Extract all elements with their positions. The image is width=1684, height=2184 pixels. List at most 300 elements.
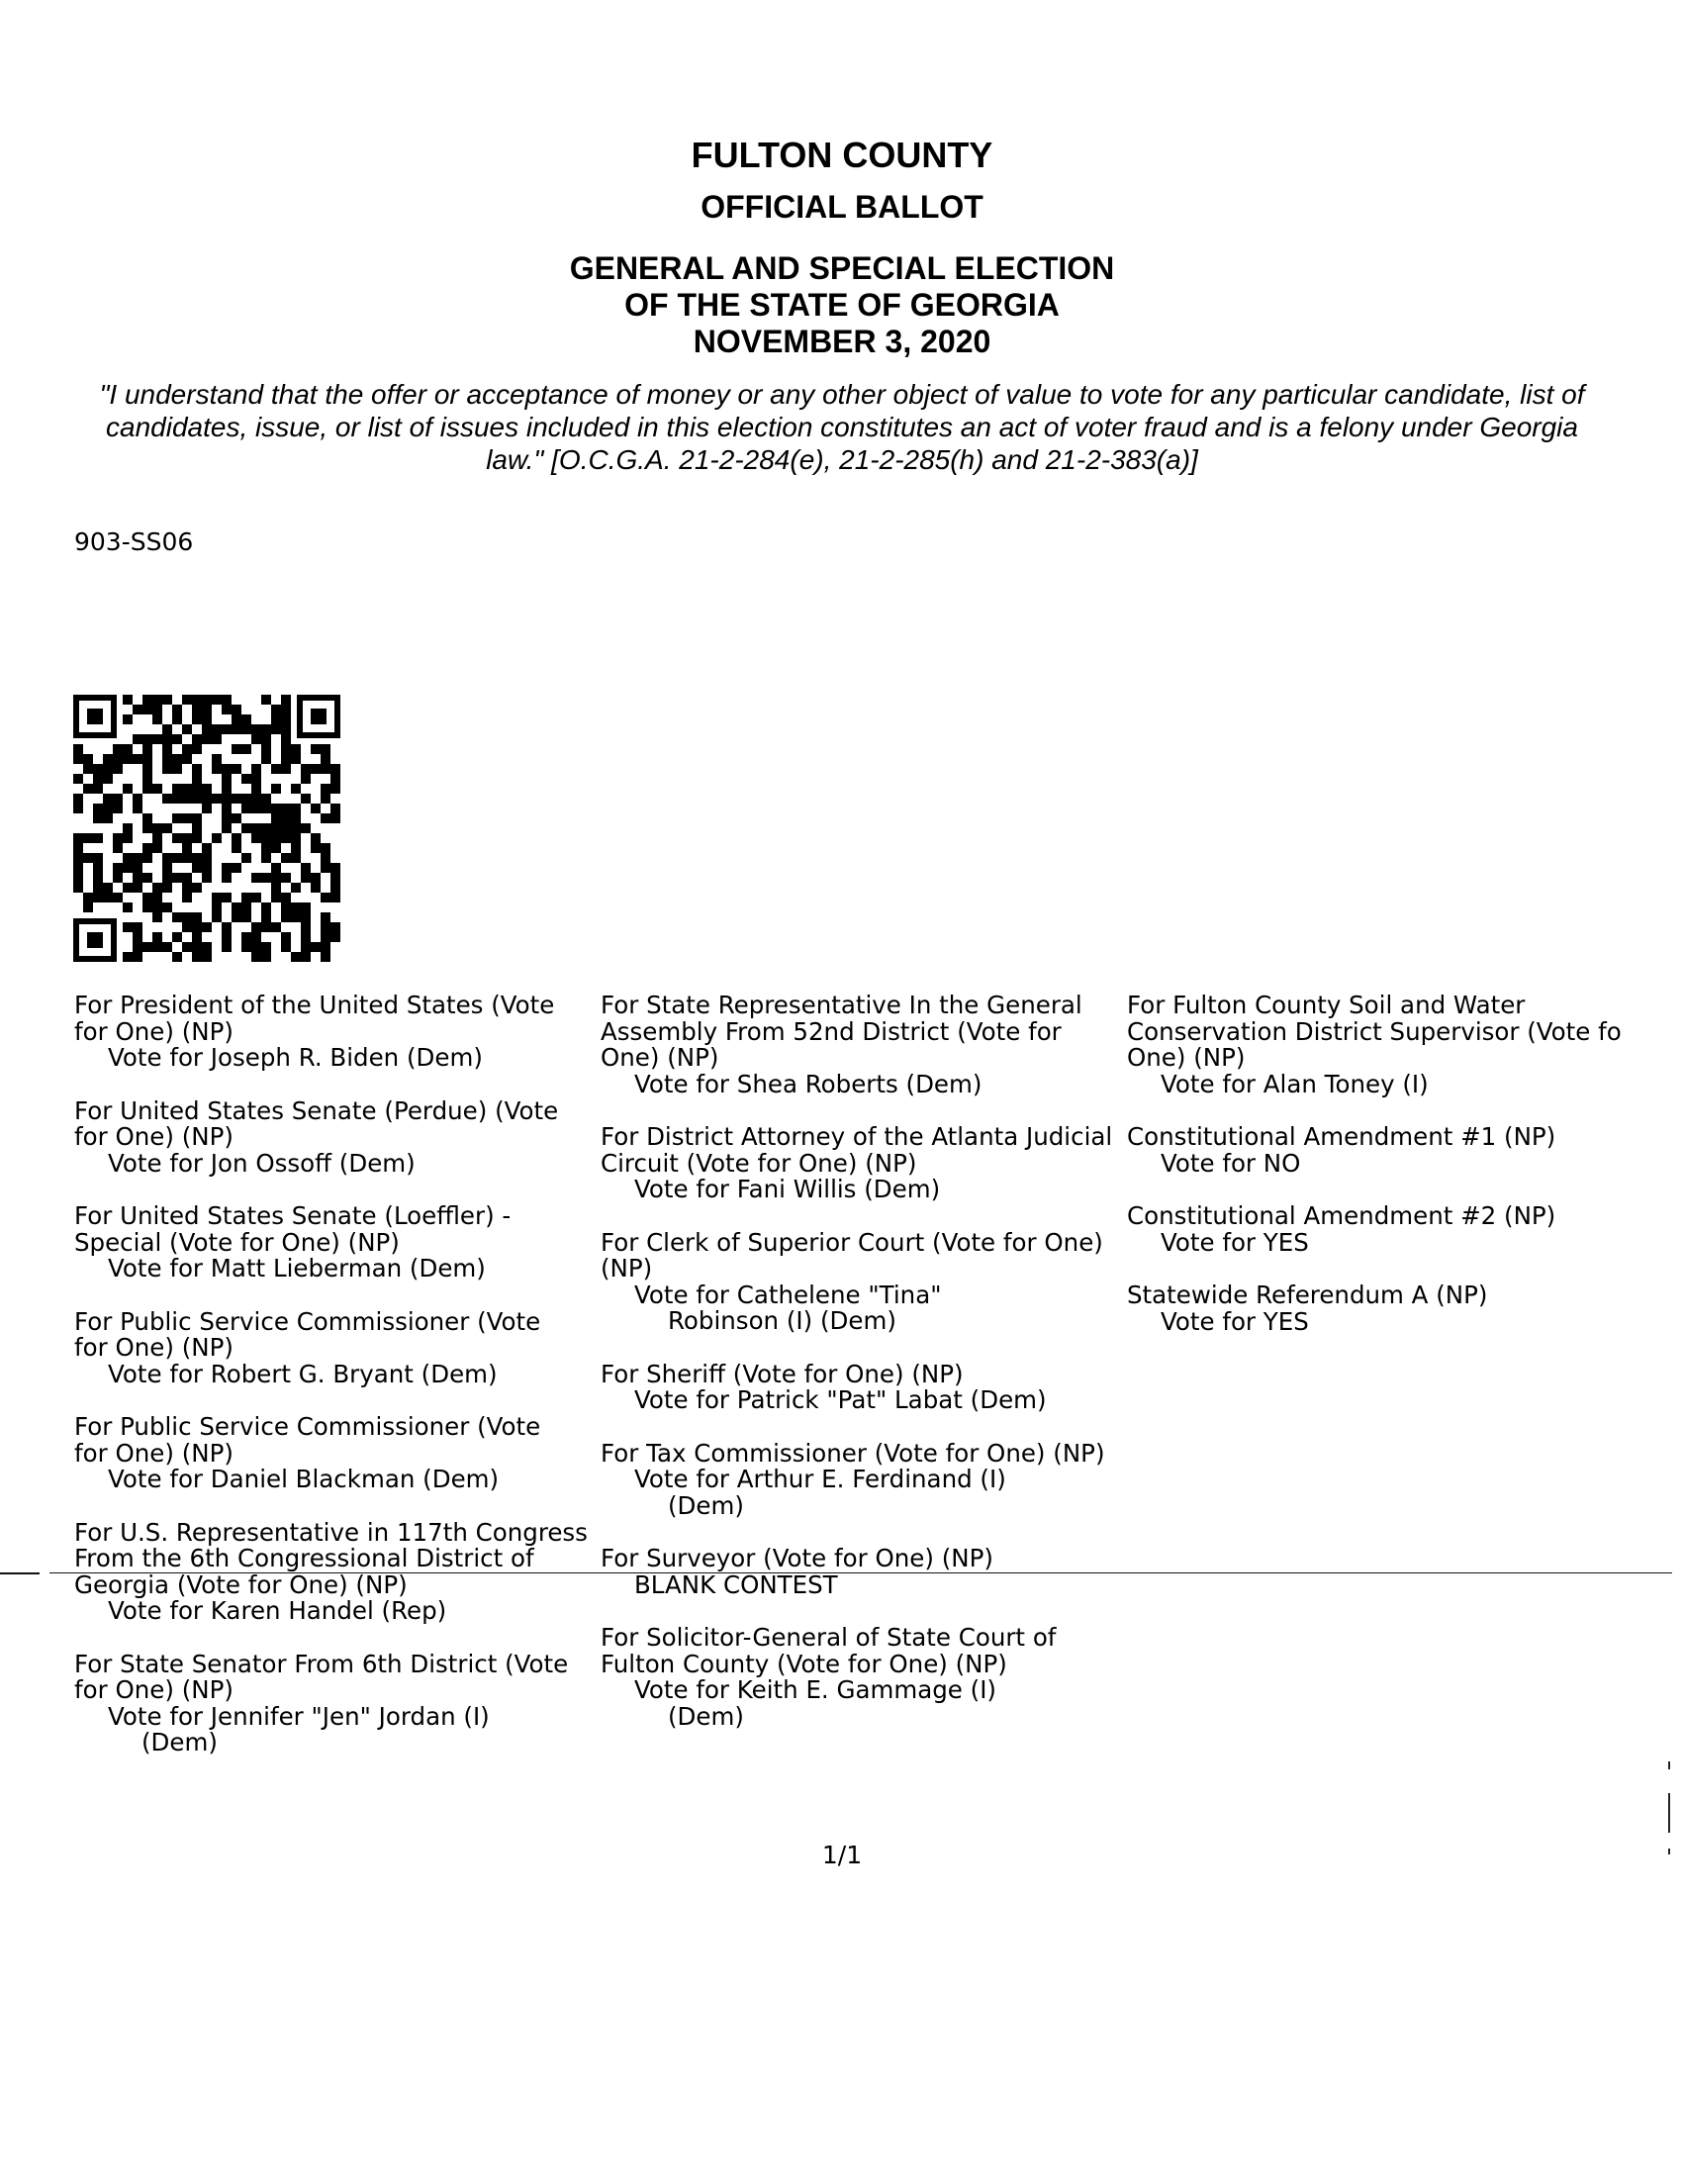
qr-module (232, 714, 241, 724)
qr-module (330, 873, 340, 883)
qr-module (321, 794, 330, 804)
qr-module (83, 853, 93, 863)
qr-module (291, 813, 301, 823)
qr-module (152, 902, 162, 912)
contest-selection: Vote for Keith E. Gammage (I) (634, 1675, 996, 1704)
qr-module (133, 705, 142, 714)
qr-module (152, 784, 162, 794)
qr-module (261, 744, 271, 754)
contest-race-title: For U.S. Representative in 117th Congress From the 6th Congressional District of Georgia (Vote for One) (NP) (74, 1517, 588, 1599)
contest-race-title: For Sheriff (Vote for One) (NP) (601, 1359, 964, 1388)
qr-module (162, 883, 172, 893)
qr-module (301, 942, 311, 952)
qr-module (281, 813, 291, 823)
qr-module (222, 932, 232, 942)
qr-module (251, 823, 261, 833)
qr-module (281, 714, 291, 724)
qr-module (93, 804, 103, 813)
contest-selection: Vote for Arthur E. Ferdinand (I) (634, 1465, 1006, 1493)
contest-column-3 (1127, 993, 1622, 1362)
qr-module (123, 784, 133, 794)
qr-module (330, 764, 340, 774)
qr-module (93, 833, 103, 843)
qr-module (83, 833, 93, 843)
qr-module (212, 734, 222, 744)
qr-module (202, 843, 212, 853)
qr-module (321, 843, 330, 853)
qr-module (142, 853, 152, 863)
qr-module (271, 764, 281, 774)
qr-module (212, 912, 222, 922)
qr-module (291, 833, 301, 843)
qr-module (83, 754, 93, 764)
qr-module (202, 714, 212, 724)
qr-module (103, 764, 113, 774)
qr-module (93, 813, 103, 823)
contest-selection: Vote for Alan Toney (I) (1161, 1069, 1429, 1098)
contest-race-title: For United States Senate (Loeffler) - Special (Vote for One) (NP) (74, 1201, 512, 1257)
qr-module (291, 823, 301, 833)
qr-module (271, 893, 281, 902)
qr-module (241, 774, 251, 784)
qr-module (202, 784, 212, 794)
qr-module (113, 744, 123, 754)
qr-module (281, 744, 291, 754)
qr-module (232, 863, 241, 873)
qr-module (103, 774, 113, 784)
qr-module (133, 932, 142, 942)
qr-module (202, 804, 212, 813)
contest-selection-continued: (Dem) (668, 1490, 744, 1520)
qr-module (103, 813, 113, 823)
contest-selection: Vote for Cathelene "Tina" (634, 1280, 942, 1309)
qr-module (241, 853, 251, 863)
qr-module (113, 893, 123, 902)
qr-module (142, 754, 152, 764)
qr-module (182, 833, 192, 843)
qr-module (232, 813, 241, 823)
qr-module (222, 922, 232, 932)
qr-module (330, 932, 340, 942)
qr-module (261, 734, 271, 744)
qr-module (152, 705, 162, 714)
qr-module (162, 754, 172, 764)
qr-module (261, 922, 271, 932)
qr-module (311, 804, 321, 813)
qr-module (251, 804, 261, 813)
qr-module (172, 784, 182, 794)
qr-module (152, 893, 162, 902)
qr-module (281, 912, 291, 922)
qr-module (281, 734, 291, 744)
qr-module (202, 724, 212, 734)
qr-module (192, 833, 202, 843)
qr-module (103, 893, 113, 902)
qr-module (113, 843, 123, 853)
qr-module (192, 695, 202, 705)
qr-module (113, 873, 123, 883)
qr-module (133, 804, 142, 813)
qr-module (172, 794, 182, 804)
contest-race-title: For United States Senate (Perdue) (Vote for One) (NP) (74, 1095, 559, 1151)
qr-module (281, 804, 291, 813)
qr-module (162, 744, 172, 754)
contest-item (601, 1227, 1112, 1335)
qr-module (172, 952, 182, 962)
contest-item (74, 1649, 588, 1757)
qr-module (202, 853, 212, 863)
qr-module (311, 883, 321, 893)
qr-module (142, 902, 152, 912)
qr-module (152, 695, 162, 705)
qr-module (232, 724, 241, 734)
qr-module (222, 942, 232, 952)
qr-module (311, 843, 321, 853)
qr-module (271, 813, 281, 823)
qr-module (271, 873, 281, 883)
qr-module (212, 724, 222, 734)
qr-module (192, 764, 202, 774)
qr-module (271, 843, 281, 853)
qr-module (162, 853, 172, 863)
qr-module (93, 863, 103, 873)
contest-item (74, 1203, 588, 1282)
qr-module (241, 714, 251, 724)
qr-module (73, 873, 83, 883)
qr-module (281, 833, 291, 843)
qr-module (291, 804, 301, 813)
contest-selection: Vote for Matt Lieberman (Dem) (108, 1254, 486, 1282)
ballot-title: OFFICIAL BALLOT (701, 189, 983, 225)
qr-module (301, 932, 311, 942)
contest-selection-continued: (Dem) (668, 1701, 744, 1731)
qr-module (271, 705, 281, 714)
qr-module (281, 893, 291, 902)
qr-module (83, 902, 93, 912)
qr-module (261, 942, 271, 952)
qr-module (321, 922, 330, 932)
qr-module (113, 794, 123, 804)
qr-module (232, 794, 241, 804)
qr-module (241, 823, 251, 833)
qr-module (232, 833, 241, 843)
qr-module (202, 873, 212, 883)
qr-module (133, 734, 142, 744)
qr-module (330, 883, 340, 893)
qr-module (142, 893, 152, 902)
qr-module (251, 794, 261, 804)
qr-module (142, 873, 152, 883)
qr-module (311, 744, 321, 754)
contest-selection: Vote for Joseph R. Biden (Dem) (108, 1043, 483, 1072)
contest-race-title: For State Senator From 6th District (Vote for One) (NP) (74, 1649, 569, 1704)
qr-module (133, 922, 142, 932)
contest-item (601, 993, 1112, 1097)
qr-module (113, 833, 123, 843)
qr-module (301, 823, 311, 833)
qr-module (281, 823, 291, 833)
qr-module (222, 794, 232, 804)
qr-module (232, 764, 241, 774)
contest-race-title: For State Representative In the General Assembly From 52nd District (Vote for One) (NP) (601, 991, 1082, 1072)
qr-module (281, 724, 291, 734)
qr-module (321, 942, 330, 952)
contest-race-title: For Solicitor-General of State Court of Fulton County (Vote for One) (NP) (601, 1623, 1057, 1678)
qr-module (271, 863, 281, 873)
qr-module (251, 833, 261, 843)
qr-module (241, 724, 251, 734)
qr-module (281, 764, 291, 774)
qr-module (311, 764, 321, 774)
qr-module (271, 784, 281, 794)
qr-module (222, 695, 232, 705)
county-title: FULTON COUNTY (691, 135, 993, 175)
qr-module (133, 952, 142, 962)
contest-race-title: For Fulton County Soil and Water Conservation District Supervisor (Vote fo One) (NP) (1127, 991, 1622, 1072)
qr-module (162, 942, 172, 952)
qr-module (212, 833, 222, 843)
qr-module (133, 883, 142, 893)
qr-module (261, 833, 271, 843)
qr-module (83, 764, 93, 774)
contest-selection: Vote for YES (1161, 1227, 1309, 1257)
qr-module (123, 833, 133, 843)
qr-module (192, 932, 202, 942)
qr-module (172, 853, 182, 863)
qr-module (182, 784, 192, 794)
qr-module (113, 764, 123, 774)
qr-module (123, 695, 133, 705)
contest-selection: Vote for Robert G. Bryant (Dem) (108, 1359, 498, 1388)
qr-module (182, 744, 192, 754)
qr-module (222, 863, 232, 873)
contest-selection: Vote for Patrick "Pat" Labat (Dem) (634, 1385, 1047, 1414)
qr-module (261, 794, 271, 804)
qr-module (301, 952, 311, 962)
qr-module (261, 754, 271, 764)
qr-module (152, 714, 162, 724)
qr-module (123, 744, 133, 754)
edge-mark (1668, 1793, 1670, 1833)
qr-module (281, 695, 291, 705)
qr-module (73, 853, 83, 863)
qr-module (251, 942, 261, 952)
qr-module (192, 794, 202, 804)
contest-selection-continued: Robinson (I) (Dem) (668, 1306, 896, 1335)
contest-selection: BLANK CONTEST (634, 1569, 838, 1599)
qr-module (222, 705, 232, 714)
contest-selection: Vote for Fani Willis (Dem) (634, 1175, 941, 1203)
qr-module (222, 804, 232, 813)
qr-module (93, 853, 103, 863)
qr-module (192, 784, 202, 794)
contest-race-title: For District Attorney of the Atlanta Judicial Circuit (Vote for One) (NP) (601, 1122, 1113, 1178)
qr-module (182, 922, 192, 932)
qr-module (192, 705, 202, 714)
qr-module (142, 843, 152, 853)
qr-module (93, 873, 103, 883)
qr-module (291, 744, 301, 754)
qr-module (142, 784, 152, 794)
qr-module (182, 883, 192, 893)
contest-race-title: Constitutional Amendment #1 (NP) (1127, 1122, 1556, 1151)
qr-module (142, 774, 152, 784)
qr-module (291, 754, 301, 764)
qr-module (73, 883, 83, 893)
contest-race-title: Constitutional Amendment #2 (NP) (1127, 1201, 1556, 1230)
qr-module (281, 942, 291, 952)
qr-module (192, 952, 202, 962)
contest-race-title: Statewide Referendum A (NP) (1127, 1281, 1488, 1309)
qr-module (182, 912, 192, 922)
qr-module (162, 764, 172, 774)
qr-module (232, 705, 241, 714)
qr-module (251, 922, 261, 932)
qr-module (261, 912, 271, 922)
qr-module (271, 724, 281, 734)
contest-item (601, 1625, 1112, 1730)
qr-module (192, 744, 202, 754)
contest-selection: Vote for Daniel Blackman (Dem) (108, 1465, 500, 1493)
qr-module (93, 784, 103, 794)
qr-module (152, 942, 162, 952)
qr-module (232, 843, 241, 853)
qr-module (330, 922, 340, 932)
qr-module (301, 873, 311, 883)
qr-module (142, 695, 152, 705)
qr-module (212, 794, 222, 804)
qr-module (330, 784, 340, 794)
contest-item (1127, 1203, 1622, 1256)
qr-module (232, 912, 241, 922)
qr-module (222, 873, 232, 883)
qr-module (172, 873, 182, 883)
qr-module (281, 902, 291, 912)
contest-item (1127, 1282, 1622, 1335)
qr-module (291, 902, 301, 912)
election-date: NOVEMBER 3, 2020 (693, 324, 991, 359)
qr-module (261, 952, 271, 962)
qr-module (241, 744, 251, 754)
ballot-qr-code-icon (73, 695, 340, 962)
qr-module (321, 754, 330, 764)
qr-module (232, 744, 241, 754)
qr-module (172, 764, 182, 774)
qr-module (321, 764, 330, 774)
qr-module (103, 804, 113, 813)
qr-module (281, 754, 291, 764)
qr-module (251, 932, 261, 942)
contest-selection: Vote for Jennifer "Jen" Jordan (I) (108, 1701, 490, 1731)
qr-module (311, 873, 321, 883)
qr-module (142, 823, 152, 833)
qr-module (123, 922, 133, 932)
qr-module (251, 724, 261, 734)
fold-line (49, 1572, 1672, 1573)
qr-module (321, 932, 330, 942)
contest-column-1 (74, 993, 588, 1783)
qr-module (123, 883, 133, 893)
qr-module (192, 922, 202, 932)
qr-module (202, 952, 212, 962)
qr-module (113, 863, 123, 873)
qr-module (261, 823, 271, 833)
qr-module (103, 794, 113, 804)
contest-item (74, 1095, 588, 1178)
qr-module (133, 942, 142, 952)
qr-module (73, 804, 83, 813)
qr-module (152, 912, 162, 922)
qr-module (251, 784, 261, 794)
qr-module (133, 794, 142, 804)
qr-module (192, 714, 202, 724)
qr-module (103, 754, 113, 764)
contest-selection: Vote for YES (1161, 1306, 1309, 1336)
qr-module (261, 804, 271, 813)
qr-module (93, 883, 103, 893)
qr-module (202, 734, 212, 744)
qr-module (291, 853, 301, 863)
qr-module (113, 754, 123, 764)
qr-module (123, 714, 133, 724)
ballot-header (0, 134, 1684, 360)
qr-module (291, 952, 301, 962)
qr-module (133, 754, 142, 764)
qr-module (251, 764, 261, 774)
contest-race-title: For Public Service Commissioner (Vote for One) (NP) (74, 1306, 541, 1362)
qr-module (123, 902, 133, 912)
qr-module (192, 734, 202, 744)
qr-module (172, 813, 182, 823)
qr-module (330, 804, 340, 813)
qr-module (162, 724, 172, 734)
qr-module (232, 902, 241, 912)
qr-module (182, 942, 192, 952)
qr-module (93, 893, 103, 902)
qr-module (261, 695, 271, 705)
contest-selection: Vote for Jon Ossoff (Dem) (108, 1148, 416, 1178)
qr-module (281, 873, 291, 883)
qr-module (301, 774, 311, 784)
qr-module (251, 952, 261, 962)
qr-module (73, 744, 83, 754)
qr-module (321, 863, 330, 873)
qr-module (301, 794, 311, 804)
qr-module (152, 833, 162, 843)
edge-mark (1668, 1761, 1670, 1769)
qr-module (142, 764, 152, 774)
contest-selection: Vote for Karen Handel (Rep) (108, 1596, 447, 1625)
qr-module (241, 932, 251, 942)
contest-item (1127, 1124, 1622, 1177)
contest-item (1127, 993, 1622, 1097)
qr-module (182, 724, 192, 734)
qr-module (281, 853, 291, 863)
fold-line-left (0, 1572, 40, 1574)
contest-selection-continued: (Dem) (141, 1728, 218, 1757)
qr-module (142, 813, 152, 823)
contest-item (601, 1438, 1112, 1520)
qr-module (321, 912, 330, 922)
qr-module (222, 784, 232, 794)
qr-module (281, 705, 291, 714)
qr-module (301, 912, 311, 922)
contest-selection: Vote for Shea Roberts (Dem) (634, 1069, 982, 1098)
qr-module (321, 893, 330, 902)
qr-module (202, 942, 212, 952)
qr-module (321, 952, 330, 962)
qr-module (321, 813, 330, 823)
